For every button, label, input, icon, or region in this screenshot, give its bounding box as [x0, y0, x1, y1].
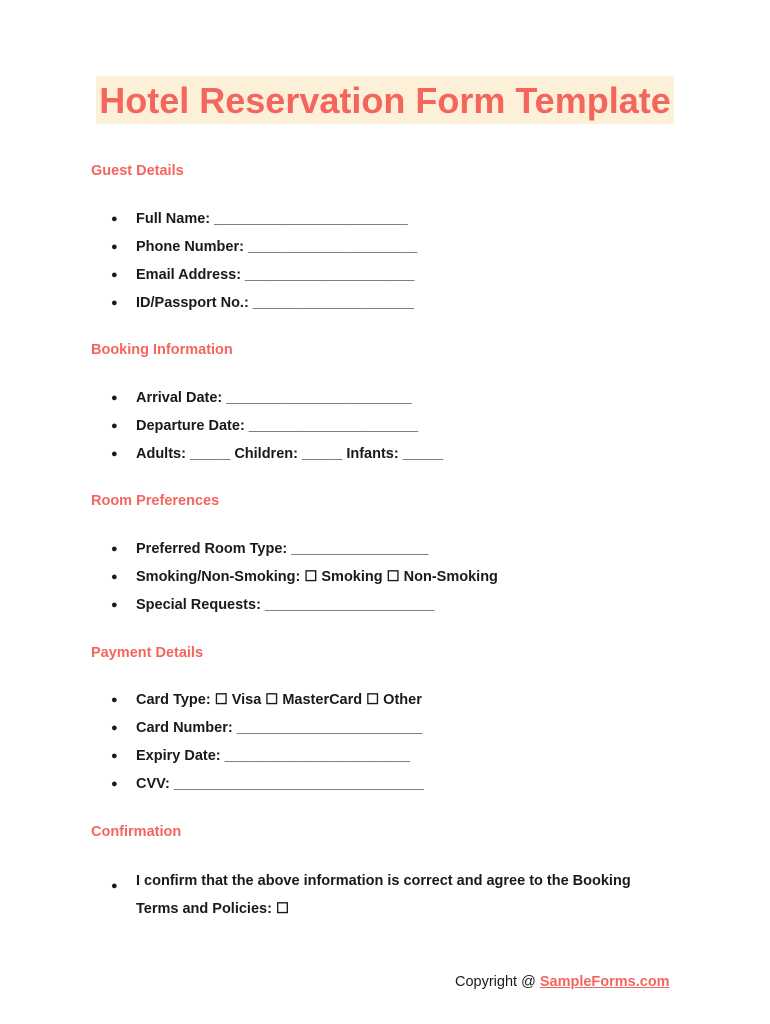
confirmation-heading: Confirmation	[91, 824, 182, 840]
phone-number-field[interactable]: ● Phone Number: _____________________	[0, 239, 770, 267]
sampleforms-link[interactable]: SampleForms.com	[539, 974, 670, 990]
payment-details-heading: Payment Details	[91, 645, 204, 661]
guest-details-heading: Guest Details	[91, 163, 184, 179]
card-type-field[interactable]: ● Card Type: ☐ Visa ☐ MasterCard ☐ Other	[0, 692, 770, 720]
room-preferences-list	[0, 541, 770, 625]
room-preferences-heading: Room Preferences	[91, 493, 220, 509]
preferred-room-type-field[interactable]: ● Preferred Room Type: _________________	[0, 541, 770, 569]
confirmation-list	[0, 872, 770, 923]
booking-information-list	[0, 390, 770, 474]
departure-date-field[interactable]: ● Departure Date: _____________________	[0, 418, 770, 446]
card-number-field[interactable]: ● Card Number: _______________________	[0, 720, 770, 748]
expiry-date-field[interactable]: ● Expiry Date: _______________________	[0, 748, 770, 776]
confirmation-checkbox-field[interactable]: ● I confirm that the above information is correct and agree to the Booking Terms and Policies: ☐	[0, 867, 770, 923]
smoking-preference-field[interactable]: ● Smoking/Non-Smoking: ☐ Smoking ☐ Non-Smoking	[0, 569, 770, 597]
guest-details-list	[0, 211, 770, 323]
arrival-date-field[interactable]: ● Arrival Date: _______________________	[0, 390, 770, 418]
cvv-field[interactable]: ● CVV: _______________________________	[0, 776, 770, 804]
id-passport-field[interactable]: ● ID/Passport No.: ____________________	[0, 295, 770, 323]
email-address-field[interactable]: ● Email Address: _____________________	[0, 267, 770, 295]
payment-details-list	[0, 692, 770, 804]
page-title: Hotel Reservation Form Template	[96, 76, 673, 124]
guest-count-field[interactable]: ● Adults: _____ Children: _____ Infants: _____	[0, 446, 770, 474]
booking-information-heading: Booking Information	[91, 342, 233, 358]
special-requests-field[interactable]: ● Special Requests: _____________________	[0, 597, 770, 625]
copyright-text: Copyright @	[455, 974, 540, 990]
title-wrapper	[0, 76, 770, 124]
full-name-field[interactable]: ● Full Name: ________________________	[0, 211, 770, 239]
footer-copyright	[455, 974, 670, 990]
